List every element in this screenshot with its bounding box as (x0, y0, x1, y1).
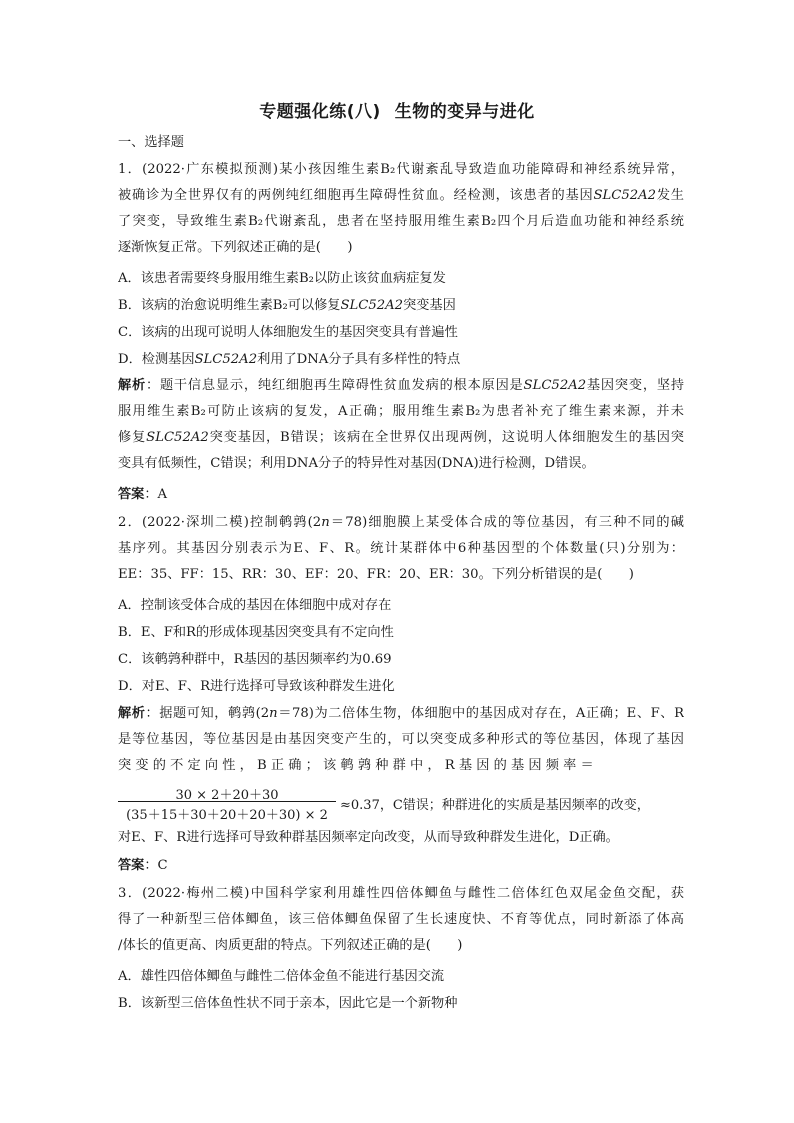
title-series: 专题强化练(八) (259, 102, 381, 122)
q2-analysis-2: 是等位基因，等位基因是由基因突变产生的，可以突变成多种形式的等位基因，体现了基因 (118, 732, 684, 747)
q2-option-c: C．该鹌鹑种群中，R基因的基因频率约为0.69 (118, 652, 392, 667)
q1-line-4: 逐渐恢复正常。下列叙述正确的是( ) (118, 240, 353, 255)
q1-analysis-2: 服用维生素B₂可防止该病的复发，A正确；服用维生素B₂为患者补充了维生素来源，并未 (118, 404, 684, 419)
q2-analysis-3: 突 变 的 不 定 向 性 ， B 正 确 ； 该 鹌 鹑 种 群 中 ， R 基 因 的 基 因 频 率 ＝ (118, 758, 594, 773)
q2-analysis-5: 对E、F、R进行选择可导致种群基因频率定向改变，从而导致种群发生进化，D正确。 (118, 830, 619, 845)
q2-line-3: EE：35、FF：15、RR：30、EF：20、FR：20、ER：30。下列分析错误的是( ) (118, 567, 634, 582)
q2-line-2: 基序列。其基因分别表示为E、F、R。统计某群体中6种基因型的个体数量(只)分别为： (118, 541, 684, 556)
q2-option-b: B．E、F和R的形成体现基因突变具有不定向性 (118, 625, 394, 640)
section-heading: 一、选择题 (118, 135, 184, 150)
q1-analysis-4: 变具有低频性，C错误；利用DNA分子的特异性对基因(DNA)进行检测，D错误。 (118, 456, 595, 471)
q1-line-1: 1．(2022·广东模拟预测)某小孩因维生素B₂代谢紊乱导致造血功能障碍和神经系统异常， (118, 162, 684, 177)
q2-analysis-1: 解析：据题可知，鹌鹑(2n＝78)为二倍体生物，体细胞中的基因成对存在，A正确；E、F、R (118, 706, 684, 721)
fraction-denominator: (35＋15＋30＋20＋20＋30) × 2 (126, 808, 328, 823)
q3-option-b: B．该新型三倍体鱼性状不同于亲本，因此它是一个新物种 (118, 996, 458, 1011)
fraction-numerator: 30 × 2＋20＋30 (175, 788, 279, 803)
q3-line-3: /体长的值更高、肉质更甜的特点。下列叙述正确的是( ) (118, 938, 463, 953)
formula-result: ≈0.37，C错误；种群进化的实质是基因频率的改变， (340, 798, 650, 813)
q1-option-d: D．检测基因SLC52A2利用了DNA分子具有多样性的特点 (118, 352, 461, 367)
fraction-bar (118, 801, 336, 802)
q1-answer: 答案：A (118, 487, 168, 502)
page-title (0, 97, 794, 122)
q2-option-d: D．对E、F、R进行选择可导致该种群发生进化 (118, 679, 395, 694)
q1-option-c: C．该病的出现可说明人体细胞发生的基因突变具有普遍性 (118, 325, 458, 340)
q1-line-3: 了突变，导致维生素B₂代谢紊乱，患者在坚持服用维生素B₂四个月后造血功能和神经系统 (118, 214, 684, 229)
q1-analysis-1: 解析：题干信息显示，纯红细胞再生障碍性贫血发病的根本原因是SLC52A2基因突变，坚持 (118, 378, 684, 393)
q2-option-a: A．控制该受体合成的基因在体细胞中成对存在 (118, 598, 392, 613)
q1-option-a: A．该患者需要终身服用维生素B₂以防止该贫血病症复发 (118, 271, 446, 286)
q1-option-b: B．该病的治愈说明维生素B₂可以修复SLC52A2突变基因 (118, 298, 456, 313)
q1-analysis-3: 修复SLC52A2突变基因，B错误；该病在全世界仅出现两例，这说明人体细胞发生的基因突 (118, 430, 684, 445)
frequency-formula (118, 784, 684, 824)
q1-line-2: 被确诊为全世界仅有的两例纯红细胞再生障碍性贫血。经检测，该患者的基因SLC52A2发生 (118, 188, 684, 203)
q3-line-1: 3．(2022·梅州二模)中国科学家利用雄性四倍体鲫鱼与雌性二倍体红色双尾金鱼交配，获 (118, 886, 684, 901)
analysis-label: 解析 (118, 378, 146, 393)
gene-name: SLC52A2 (593, 188, 657, 203)
answer-label: 答案 (118, 487, 145, 502)
q3-line-2: 得了一种新型三倍体鲫鱼，该三倍体鲫鱼保留了生长速度快、不育等优点，同时新添了体高 (118, 912, 684, 927)
q2-line-1: 2．(2022·深圳二模)控制鹌鹑(2n＝78)细胞膜上某受体合成的等位基因，有三种不同的碱 (118, 515, 684, 530)
q3-option-a: A．雄性四倍体鲫鱼与雌性二倍体金鱼不能进行基因交流 (118, 969, 445, 984)
q2-answer: 答案：C (118, 858, 168, 873)
title-topic: 生物的变异与进化 (394, 102, 535, 122)
